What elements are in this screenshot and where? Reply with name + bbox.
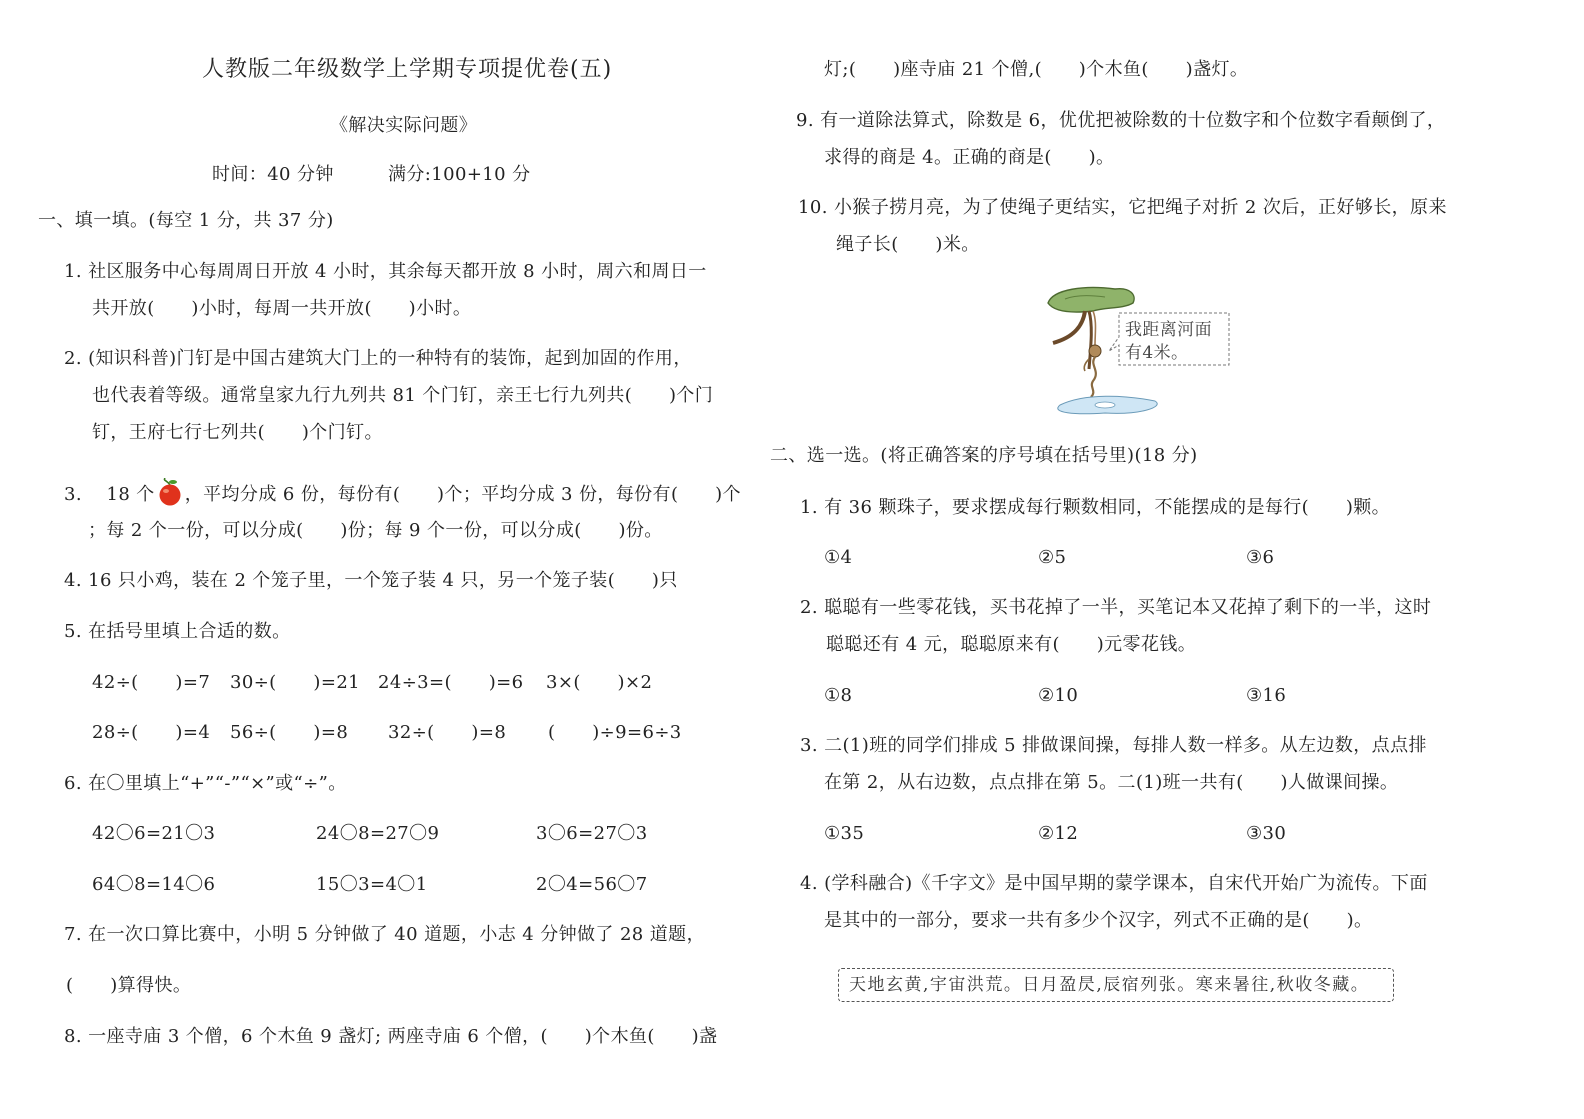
q6-expr-1: 42〇6=21〇3 bbox=[92, 823, 216, 844]
c1-line: 1. 有 36 颗珠子，要求摆成每行颗数相同，不能摆成的是每行( )颗。 bbox=[800, 497, 1391, 518]
q5-expr-3: 24÷3=( )=6 bbox=[378, 672, 524, 693]
c2-option-3: ③16 bbox=[1246, 685, 1287, 706]
page-title: 人教版二年级数学上学期专项提优卷(五) bbox=[202, 57, 613, 82]
c4-line2: 是其中的一部分，要求一共有多少个汉字，列式不正确的是( )。 bbox=[824, 910, 1373, 931]
c3-option-1: ①35 bbox=[824, 823, 865, 844]
c3-line2: 在第 2，从右边数，点点排在第 5。二(1)班一共有( )人做课间操。 bbox=[824, 772, 1399, 793]
q5-expr-8: ( )÷9=6÷3 bbox=[548, 722, 682, 743]
q2-line1: 2. (知识科普)门钉是中国古建筑大门上的一种特有的装饰，起到加固的作用， bbox=[64, 348, 692, 369]
bubble-text-line2: 有4米。 bbox=[1125, 343, 1189, 363]
q7-line2: ( )算得快。 bbox=[66, 975, 192, 996]
q3-text-b: ，平均分成 6 份，每份有( )个；平均分成 3 份，每份有( )个 bbox=[184, 484, 741, 505]
c2-line1: 2. 聪聪有一些零花钱，买书花掉了一半，买笔记本又花掉了剩下的一半，这时 bbox=[800, 597, 1432, 618]
q6-expr-5: 15〇3=4〇1 bbox=[316, 874, 428, 895]
exam-score: 满分:100+10 分 bbox=[388, 164, 531, 185]
q6-expr-4: 64〇8=14〇6 bbox=[92, 874, 216, 895]
q6-line: 6. 在〇里填上“+”“-”“×”或“÷”。 bbox=[64, 773, 347, 794]
q2-line3: 钉，王府七行七列共( )个门钉。 bbox=[92, 422, 383, 443]
c3-line1: 3. 二(1)班的同学们排成 5 排做课间操，每排人数一样多。从左边数，点点排 bbox=[800, 735, 1427, 756]
q3-line2: ；每 2 个一份，可以分成( )份；每 9 个一份，可以分成( )份。 bbox=[88, 520, 663, 541]
q10-line1: 10. 小猴子捞月亮，为了使绳子更结实，它把绳子对折 2 次后，正好够长，原来 bbox=[798, 197, 1447, 218]
c1-option-1: ①4 bbox=[824, 547, 853, 568]
q2-line2: 也代表着等级。通常皇家九行九列共 81 个门钉，亲王七行九列共( )个门 bbox=[92, 385, 714, 406]
monkey-rope-illustration bbox=[1045, 285, 1235, 420]
q6-expr-3: 3〇6=27〇3 bbox=[536, 823, 648, 844]
q9-line1: 9. 有一道除法算式，除数是 6，优优把被除数的十位数字和个位数字看颠倒了， bbox=[796, 110, 1446, 131]
q6-expr-2: 24〇8=27〇9 bbox=[316, 823, 440, 844]
q9-line2: 求得的商是 4。正确的商是( )。 bbox=[824, 147, 1115, 168]
q5-line: 5. 在括号里填上合适的数。 bbox=[64, 621, 291, 642]
apple-icon bbox=[157, 478, 183, 513]
q1-line2: 共开放( )小时，每周一共开放( )小时。 bbox=[92, 298, 472, 319]
q8-line1: 8. 一座寺庙 3 个僧，6 个木鱼 9 盏灯; 两座寺庙 6 个僧，( )个木鱼( )盏 bbox=[64, 1026, 718, 1047]
q5-expr-2: 30÷( )=21 bbox=[230, 672, 361, 693]
c4-line1: 4. (学科融合)《千字文》是中国早期的蒙学课本，自宋代开始广为流传。下面 bbox=[800, 873, 1428, 894]
q5-expr-4: 3×( )×2 bbox=[546, 672, 653, 693]
section-1-heading: 一、填一填。(每空 1 分，共 37 分) bbox=[38, 210, 334, 231]
q5-expr-6: 56÷( )=8 bbox=[230, 722, 349, 743]
q4-line: 4. 16 只小鸡，装在 2 个笼子里，一个笼子装 4 只，另一个笼子装( )只 bbox=[64, 570, 678, 591]
q3-text-a: 18 个 bbox=[106, 484, 155, 505]
right-column bbox=[770, 0, 1584, 1119]
c2-line2: 聪聪还有 4 元，聪聪原来有( )元零花钱。 bbox=[826, 634, 1197, 655]
page-subtitle: 《解决实际问题》 bbox=[330, 115, 478, 136]
q8-line2: 灯;( )座寺庙 21 个僧,( )个木鱼( )盏灯。 bbox=[824, 59, 1249, 80]
exam-time: 时间：40 分钟 bbox=[212, 164, 334, 185]
q5-expr-5: 28÷( )=4 bbox=[92, 722, 211, 743]
c3-option-2: ②12 bbox=[1038, 823, 1079, 844]
q5-expr-1: 42÷( )=7 bbox=[92, 672, 211, 693]
q10-line2: 绳子长( )米。 bbox=[836, 234, 980, 255]
section-2-heading: 二、选一选。(将正确答案的序号填在括号里)(18 分) bbox=[770, 445, 1198, 466]
q3-number: 3. bbox=[64, 484, 82, 505]
c1-option-3: ③6 bbox=[1246, 547, 1275, 568]
thousand-character-verse: 天地玄黄,宇宙洪荒。日月盈昃,辰宿列张。寒来暑往,秋收冬藏。 bbox=[838, 968, 1394, 1002]
q1-line1: 1. 社区服务中心每周周日开放 4 小时，其余每天都开放 8 小时，周六和周日一 bbox=[64, 261, 707, 282]
q5-expr-7: 32÷( )=8 bbox=[388, 722, 507, 743]
q6-expr-6: 2〇4=56〇7 bbox=[536, 874, 648, 895]
q3-line1 bbox=[64, 478, 741, 513]
bubble-text-line1: 我距离河面 bbox=[1125, 320, 1212, 340]
left-column bbox=[0, 0, 790, 1119]
q7-line1: 7. 在一次口算比赛中，小明 5 分钟做了 40 道题，小志 4 分钟做了 28 道题， bbox=[64, 924, 705, 945]
c2-option-2: ②10 bbox=[1038, 685, 1079, 706]
c2-option-1: ①8 bbox=[824, 685, 853, 706]
c1-option-2: ②5 bbox=[1038, 547, 1067, 568]
c3-option-3: ③30 bbox=[1246, 823, 1287, 844]
